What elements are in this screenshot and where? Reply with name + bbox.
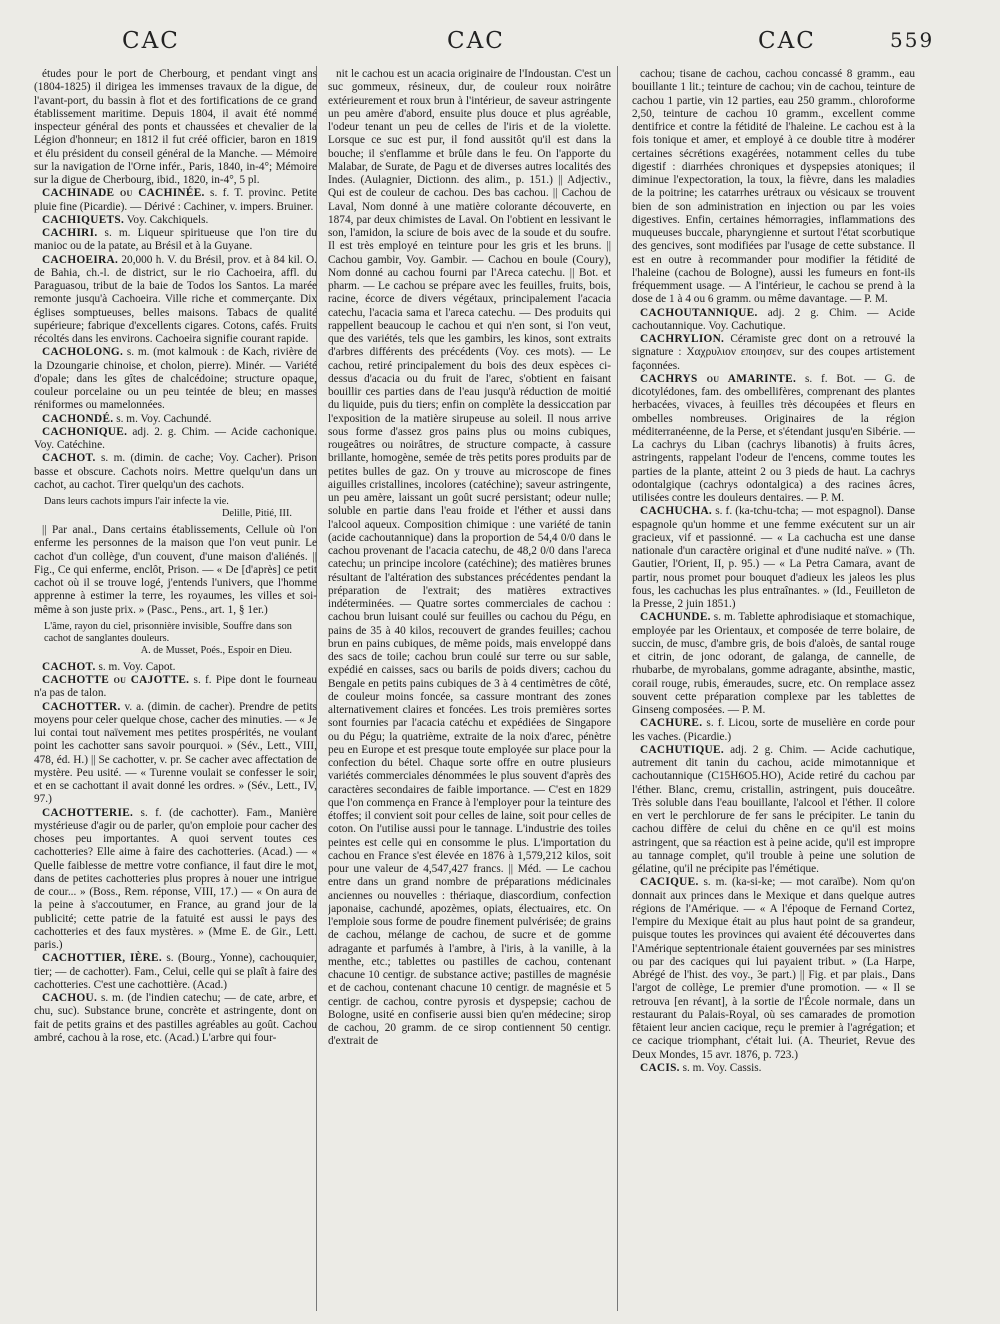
- entry-headword: CACHINADE ou CACHINÉE.: [42, 187, 205, 200]
- entry-headword: CACHRYS ou AMARINTE.: [640, 372, 797, 385]
- dictionary-entry: [632, 717, 915, 744]
- entry-body: s. f. (ka-tchu-tcha; — mot espagnol). Danse espagnole qu'un homme et une femme exécutent sur un air gracieux, vif et passionné. — « La cachucha est une danse nationale d'un caractère original et d'une nudité naïve. » (Th. Gautier, l'Orient, II, p. 95.) — « La Petra Camara, avant de partir, nous promet pour bouquet d'adieux les jaleos les plus fous, les cachuchas les plus entraînantes. » (Id., Feuilleton de la Presse, 2 juin 1851.): [632, 505, 915, 610]
- entry-body: s. m. (de l'indien catechu; — de cate, arbre, et chu, suc). Substance brune, concrète et astringente, dont on fait de petits grains et des pastilles agréables au goût. Cachou ambré, cachou à la rose, etc. (Acad.) L'arbre qui four-: [34, 992, 317, 1044]
- dictionary-entry: [328, 68, 611, 1049]
- entry-body: cachou; tisane de cachou, cachou concassé 8 gramm., eau bouillante 1 lit.; teinture de cachou; vin de cachou, teinture de cachou 1 partie, vin 12 parties, eau 250 gramm., chloroforme 2,50, teinture de cachou 10 gramm., excellent comme dentifrice et contre la fétidité de l'haleine. Le cachou est à la fois tonique et amer, et employé à ce double titre à modérer certaines sécrétions exagérées, notamment celles du tube digestif : diarrhées chroniques et dyspepsies atoniques; il diminue l'expectoration, la toux, la fièvre, dans les maladies de la poitrine; les catarrhes urétraux ou vésicaux se trouvent bien de son administration en injection ou par les voies digestives. Enfin, certaines hémorragies, inflammations des muqueuses buccale, pharyngienne et surtout l'état scorbutique des gencives, sont modifiées par l'usage de cette substance. Il est en outre à recommander pour modifier la fétidité de l'haleine (cachou de Bologne), aussi les fumeurs en font-ils fréquemment usage. — A l'intérieur, le cachou se prend à la dose de 1 à 4 ou 6 gramm. ou même davantage. — P. M.: [632, 68, 915, 306]
- entry-body: adj. 2. g. Chim. — Acide cachonique. Voy. Catéchine.: [34, 425, 317, 451]
- entry-headword: CACIQUE.: [640, 876, 699, 889]
- dictionary-entry: [632, 505, 915, 611]
- entry-headword: CACHOEIRA.: [42, 253, 119, 266]
- entry-body: 20,000 h. V. du Brésil, prov. et à 84 kil. O. de Bahia, ch.-l. de district, sur le rio Cachoeira, affl. du Paraguasou, tribut de la baie de Todos los Santos. La marée remonte jusqu'à Cachoeira. Ville riche et commerçante. Dix églises somptueuses, belles maisons. Tabacs de qualité supérieure; fabrique d'excellents cigares. Cotons, cafés. Fruits récoltés dans les environs. Cachoeira signifie courant rapide.: [34, 253, 317, 345]
- entry-body: adj. 2 g. Chim. — Acide cachoutannique. Voy. Cachutique.: [632, 306, 915, 332]
- entry-headword: CACHONDÉ.: [42, 412, 114, 425]
- entry-body: Voy. Cakchiquels.: [126, 213, 209, 226]
- text-column-1: [34, 68, 317, 1314]
- entry-body: adj. 2 g. Chim. — Acide cachutique, autrement dit tanin du cachou, acide mimotannique et cachoutannique (C15H6O5.HO), Acide retiré du cachou par l'éther. Blanc, cremu, cristallin, astringent, puis douceâtre. Très soluble dans l'eau bouillante, l'alcool et l'éther. Il colore en vert le perchlorure de fer sans le précipiter. Le tanin du cachou diffère de celui du chêne en ce qu'il est moins astringent, que sa réaction est à peine acide, qu'il est impropre au tannage complet, qu'il trouble à peine une solution de gélatine, qu'il ne précipite pas l'émétique.: [632, 743, 915, 875]
- dictionary-entry: [34, 524, 317, 617]
- entry-body: s. f. Pipe dont le fourneau n'a pas de talon.: [34, 674, 317, 700]
- entry-headword: CACHOTTERIE.: [42, 806, 134, 819]
- entry-body: études pour le port de Cherbourg, et pendant vingt ans (1804-1825) il dirigea les immenses travaux de la digue, de l'avant-port, du bassin à flot et des fortifications de ce grand établissement maritime. Depuis 1804, il avait été nommé inspecteur général des ponts et chaussées et chevalier de la Légion d'honneur; en 1812 il fut créé officier, baron en 1819 et élu président du conseil général de la Manche. — Mémoire sur la navigation de l'Orne infér., Paris, 1840, in-4°; Mémoire sur la digue de Cherbourg, ibid., 1820, in-4°, 5 pl.: [34, 68, 317, 186]
- entry-body: s. m. Voy. Capot.: [98, 660, 176, 673]
- entry-headword: CACHRYLION.: [640, 333, 725, 345]
- dictionary-entry: [34, 807, 317, 953]
- column-rule: [617, 66, 618, 1311]
- entry-headword: CACHOTTIER, IÈRE.: [42, 952, 162, 965]
- dictionary-entry: [632, 1062, 915, 1075]
- entry-headword: CACHONIQUE.: [42, 425, 128, 438]
- dictionary-entry: [632, 744, 915, 877]
- entry-body: s. m. Tablette aphrodisiaque et stomachique, employée par les Orientaux, et composée de terre bolaire, de succin, de musc, d'ambre gris, de bois d'aloès, de santal rouge et citrin, de jonc odorant, de galanga, de cannelle, de rhubarbe, de myrobalans, gomme adragante, absinthe, mastic, corail rouge, rubis, émeraudes, sucre, etc. On remplace assez souvent cette préparation complexe par les tablettes de Ginseng composées. — P. M.: [632, 611, 915, 716]
- entry-headword: CACHOU.: [42, 992, 98, 1004]
- entry-headword: CACIS.: [640, 1061, 680, 1074]
- dictionary-entry: [632, 611, 915, 717]
- entry-body: s. m. (mot kalmouk : de Kach, rivière de la Dzoungarie chinoise, et cholon, pierre). Minér. — Variété d'opale; dans les gîtes de chalcédoine; structure opaque, couleur porcelaine ou un peu teintée de bleu; en masses réniformes ou mamelonnées.: [34, 346, 317, 412]
- dictionary-entry: [632, 307, 915, 334]
- dictionary-entry: [632, 876, 915, 1062]
- text-column-3: [632, 68, 915, 1314]
- entry-body: s. m. (dimin. de cache; Voy. Cacher). Prison basse et obscure. Cachots noirs. Mettre quelqu'un dans un cachot, au cachot. Tirer quelqu'un des cachots.: [34, 452, 317, 491]
- entry-headword: CACHOLONG.: [42, 346, 124, 359]
- dictionary-entry: [34, 68, 317, 187]
- entry-body: s. f. T. provinc. Petite pluie fine (Picardie). — Dérivé : Cachiner, v. impers. Bruiner.: [34, 187, 317, 213]
- entry-body: s. m. Liqueur spiritueuse que l'on tire du manioc ou de la patate, au Brésil et à la Guyane.: [34, 227, 317, 253]
- dictionary-entry: [34, 952, 317, 992]
- entry-body: s. f. Bot. — G. de dicotylédones, fam. des ombellifères, comprenant des plantes herbacées, vivaces, à feuilles très découpées et fleurs en ombelles nombreuses. Originaires de la région méditerranéenne, de la Perse, et s'étendant jusqu'en Sibérie. — La cachrys du Liban (cachrys libanotis) à fruits âcres, astringents, rappelant l'odeur de l'encens, comme toutes les parties de la plante, atteint 2 ou 3 pieds de haut. La cachrys odontalgique (cachrys odontalgica) a des racines âcres, utilisées contre les douleurs dentaires. — P. M.: [632, 372, 915, 504]
- dictionary-entry: [34, 346, 317, 412]
- dictionary-entry: [34, 187, 317, 214]
- dictionary-entry: [34, 674, 317, 701]
- entry-headword: CACHOTTER.: [42, 700, 121, 713]
- quotation-attribution: A. de Musset, Poés., Espoir en Dieu.: [140, 644, 292, 656]
- dictionary-entry: [34, 992, 317, 1045]
- running-head-center: CAC: [447, 28, 505, 54]
- dictionary-entry: [34, 254, 317, 347]
- dictionary-entry: [34, 227, 317, 254]
- entry-headword: CACHUCHA.: [640, 505, 713, 518]
- dictionary-entry: [632, 333, 915, 373]
- dictionary-entry: [632, 68, 915, 307]
- dictionary-entry: [34, 426, 317, 453]
- quotation-attribution: Delille, Pitié, III.: [221, 508, 292, 519]
- dictionary-entry: [632, 373, 915, 506]
- quotation: [44, 496, 317, 520]
- running-head-left: CAC: [122, 28, 180, 54]
- entry-headword: CACHOTTE ou CAJOTTE.: [42, 674, 190, 686]
- entry-body: v. a. (dimin. de cacher). Prendre de petits moyens pour celer quelque chose, cacher des minuties. — « Je lui contai tout naïvement mes petites prospérités, ne voulant point les cachotter sans savoir pourquoi. » (Sév., Lett., VIII, 478, éd. H.) || Se cachotter, v. pr. Se cacher avec affectation de mystère. Peu usité. — « Turenne voulait se confesser le soir, et en se cachottant il avait donné les ordres. » (Sév., Lett., IV, 97.): [34, 700, 317, 806]
- entry-body: s. m. Voy. Cachundé.: [116, 412, 212, 425]
- page-number: 559: [890, 28, 935, 52]
- quotation: [44, 621, 317, 657]
- entry-headword: CACHUTIQUE.: [640, 743, 724, 756]
- dictionary-entry: [34, 661, 317, 674]
- quotation-text: Dans leurs cachots impurs l'air infecte la vie.: [44, 496, 229, 507]
- entry-body: Céramiste grec dont on a retrouvé la signature : Χαχρυλιον εποιησεν, sur des coupes artistement façonnées.: [632, 333, 915, 372]
- entry-headword: CACHOT.: [42, 452, 96, 465]
- entry-body: s. f. (de cachotter). Fam., Manière mystérieuse d'agir ou de parler, qu'on emploie pour cacher des choses peu importantes. A quoi servent toutes ces cachotteries? Elle aime à faire des cachotteries. (Acad.) — « Quelle faiblesse de mettre votre confiance, il faut dire le mot, dans de petites cachotteries plus propres à nouer une intrigue de cour... » (Boss., Rem. réponse, VIII, 17.) — « On aura de la peine à s'accoutumer, en France, au grand jour de la publicité; cette patrie de la fatuité est aussi le pays des cachotteries et des faux mystères. » (Mme E. de Gir., Lett. paris.): [34, 806, 317, 951]
- entry-body: s. m. Voy. Cassis.: [682, 1061, 762, 1074]
- running-head-right: CAC: [758, 28, 816, 54]
- entry-body: || Par anal., Dans certains établissements, Cellule où l'on enferme les personnes de la maison que l'on veut punir. Le cachot d'un collège, d'un couvent, d'une maison d'aliénés. || Fig., Ce qui enferme, enclôt, Prison. — « De [d'après] ce petit cachot où il se trouve logé, j'entends l'univers, que l'homme apprenne à estimer la terre, les royaumes, les villes et soi-même à son juste prix. » (Pasc., Pens., art. 1, § 1er.): [34, 524, 317, 616]
- entry-body: s. (Bourg., Yonne), cachouquier, tier; — de cachotter). Fam., Celui, celle qui se plaît à faire des cachotteries. C'est une cachottière. (Acad.): [34, 952, 317, 991]
- entry-headword: CACHIRI.: [42, 227, 98, 239]
- entry-body: s. m. (ka-si-ke; — mot caraïbe). Nom qu'on donnait aux princes dans le Mexique et dans quelque autres régions de l'Amérique. — « A l'époque de Fernand Cortez, l'empire du Mexique était au plus haut point de sa grandeur, puisque toutes les provinces qui avaient été découvertes dans l'Amérique septentrionale étaient gouvernées par ses ministres ou par des caciques qui lui payaient tribut. » (La Harpe, Abrégé de l'hist. des voy., 3e part.) || Fig. et par plais., Dans l'argot de collège, Le premier d'une promotion. — « Il se retrouva [en révant], à la sortie de l'École normale, dans un restaurant du Palais-Royal, où ses camarades de promotion fêtaient leur ancien cacique, reçu le premier à l'agrégation; et ce cacique triomphant, c'était lui. (A. Theuriet, Revue des Deux Mondes, 15 avr. 1876, p. 723.): [632, 876, 915, 1061]
- text-column-2: [328, 68, 611, 1314]
- dictionary-entry: [34, 214, 317, 227]
- quotation-text: L'âme, rayon du ciel, prisonnière invisible, Souffre dans son cachot de sanglantes douleurs.: [44, 620, 292, 644]
- entry-headword: CACHOT.: [42, 660, 96, 673]
- entry-body: s. f. Licou, sorte de muselière en corde pour les vaches. (Picardie.): [632, 717, 915, 743]
- entry-headword: CACHIQUETS.: [42, 213, 125, 226]
- entry-headword: CACHOUTANNIQUE.: [640, 306, 758, 319]
- dictionary-entry: [34, 701, 317, 807]
- entry-body: nit le cachou est un acacia originaire de l'Indoustan. C'est un suc gommeux, résineux, dur, de couleur roux noirâtre extérieurement et roux brun à l'intérieur, de saveur astringente un peu amère d'abord, ensuite plus douce et plus agréable, l'odeur tenant un peu de celles de l'iris et de la violette. Lorsque ce suc est pur, il fond aussitôt qu'il est dans la bouche; il s'enflamme et brûle dans le feu. On l'apporte du Malabar, de Surate, de Pagu et de diverses autres localités des Indes. (Aulagnier, Dictionn. des alim., p. 151.) || Adjectiv., Qui est de couleur de cachou. Des bas cachou. || Cachou de Laval, Nom donné à une matière colorante découverte, en 1874, par deux chimistes de Laval. On l'obtient en lessivant le son, l'amidon, la sciure de bois avec de la soude et du soufre. Il est très employé en teinture pour les gris et les bruns. || Cachou gambir, Voy. Gambir. — Cachou en boule (Coury), Nom donné au cachou fourni par l'Areca catechu. || Bot. et pharm. — Le cachou se prépare avec les feuilles, fruits, bois, racine, écorce de divers végétaux, principalement l'acacia catechu, l'acacia sama et l'areca catechu. — Des produits qui rappellent beaucoup le cachou et qui n'en sont, si l'on veut, que des variétés, tels que les gambirs, les kinos, sont extraits d'arbres différents des précédents (Voy. ces mots). — Le cachou, retiré principalement du bois des deux espèces ci-dessus d'acacia ou du fruit de l'arec, s'obtient en faisant bouillir ces parties dans de l'eau jusqu'à réduction de moitié du liquide, puis du tiers; enfin on complète la dessiccation par l'exposition de la matière sirupeuse au soleil. Il nous arrive sous forme d'assez gros pains plus ou moins cubiques, rougeâtres ou noirâtres, de structure compacte, à cassure brillante, homogène, semée de très petits pores produits par de petites bulles de gaz. On y trouve au microscope de fines aiguilles cristallines, incolores (catéchine); saveur astringente, un peu amère, laissant un goût sucré persistant; odeur nulle; soluble en partie dans l'eau froide et l'éther et aussi dans l'alcool aqueux. Composition chimique : une variété de tanin (acide cachoutannique) dans la proportion de 54,4 0/0 dans le cachou provenant de l'acacia catechu, de 48,2 0/0 dans l'areca catechu; un principe incolore (catéchine); des matières brunes résultant de l'altération des substances précédentes pendant la préparation de l'extrait; des matières extractives indéterminées. — Quatre sortes commerciales de cachou : cachou brun luisant coulé sur feuilles ou cachou du Pégu, en pains de 35 à 40 kilos, recouvert de grandes feuilles; cachou brun en pains cubiques, de même poids, mais enveloppé dans des sacs de toile; cachou brun coulé sur terre ou sur sable, expédié en caisses, sacs ou barils de poids divers; cachou du Bengale en petits pains cubiques de 3 à 4 centimètres de côté, de couleur moins foncée, sa cassure montrant des zones alternativement claires et foncées. Les trois premières sortes sont fournies par l'acacia catéchu et expédiées de Singapore ou du Pégu; la quatrième, extraite de la noix d'arec, pénètre peu en Europe et est presque toute employée sur place pour la confection du bétel. Chaque sorte offre en outre plusieurs variétés commerciales dénommées le plus souvent d'après des caractères secondaires de faible importance. — C'est en 1829 que l'on commença en France à l'employer pour la teinture des étoffes; il convient soit pour celles de laine, soit pour celles de coton. On l'utilise aussi pour le tannage. L'industrie des toiles peintes est celle qui en consomme le plus. L'importation du cachou en France s'est élevée en 1876 à 1,579,212 kilos, soit pour une valeur de 4,547,427 francs. || Méd. — Le cachou entre dans un grand nombre de préparations médicinales anciennes ou nouvelles : thériaque, diascordium, confection japonaise, cachundé, apozèmes, opiats, électuaires, etc. On l'emploie sous forme de poudre finement pulvérisée; de grains de cachou, mélange de cachou, de sucre et de gomme adragante et parfumés à l'ambre, à l'iris, à la vanille, à la menthe, etc.; tablettes ou pastilles de cachou, contenant chacune 10 centigr. de substance active; pastilles de magnésie et de cachou, contenant chacune 10 centigr. de magnésie et 5 centigr. de cachou, contre pyrosis et dyspepsie; cachou de Bologne, usité en confiserie aussi bien qu'en médecine; sirop de cachou, 20 gramm. de ce sirop contiennent 50 centigr. d'extrait de: [328, 68, 611, 1048]
- dictionary-entry: [34, 452, 317, 492]
- dictionary-entry: [34, 413, 317, 426]
- entry-headword: CACHUNDE.: [640, 611, 711, 624]
- entry-headword: CACHURE.: [640, 717, 703, 730]
